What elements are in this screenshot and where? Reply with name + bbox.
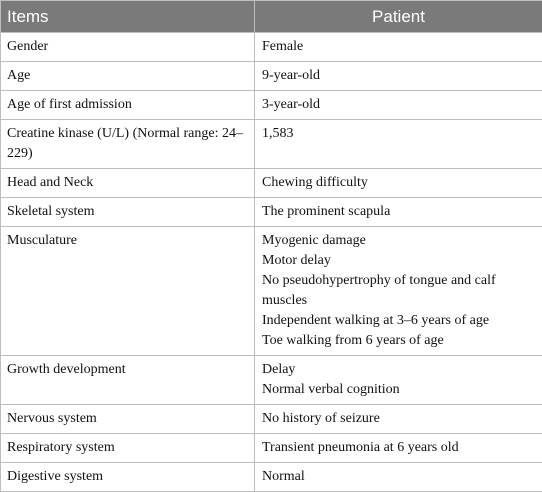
row-patient-value xyxy=(255,434,542,463)
value-line: Motor delay xyxy=(262,251,536,271)
row-item-label: Growth development xyxy=(1,356,255,405)
header-row xyxy=(1,1,542,33)
table-row xyxy=(1,356,542,405)
row-item-label: Respiratory system xyxy=(1,434,255,463)
value-line: 1,583 xyxy=(262,124,536,144)
row-patient-value xyxy=(255,356,542,405)
table-row xyxy=(1,62,542,91)
row-item-label: Digestive system xyxy=(1,463,255,492)
table-row xyxy=(1,463,542,492)
row-patient-value xyxy=(255,33,542,62)
row-item-label: Musculature xyxy=(1,227,255,356)
value-line: Independent walking at 3–6 years of age xyxy=(262,311,536,331)
row-patient-value xyxy=(255,405,542,434)
row-item-label: Age of first admission xyxy=(1,91,255,120)
row-patient-value xyxy=(255,169,542,198)
row-patient-value xyxy=(255,463,542,492)
row-item-label: Skeletal system xyxy=(1,198,255,227)
value-line: The prominent scapula xyxy=(262,202,536,222)
value-line: Myogenic damage xyxy=(262,231,536,251)
row-item-label: Nervous system xyxy=(1,405,255,434)
value-line: 3-year-old xyxy=(262,95,536,115)
value-line: Toe walking from 6 years of age xyxy=(262,331,536,351)
value-line: Transient pneumonia at 6 years old xyxy=(262,438,536,458)
table-row xyxy=(1,120,542,169)
table-row xyxy=(1,91,542,120)
table-row xyxy=(1,405,542,434)
row-patient-value xyxy=(255,91,542,120)
table-row xyxy=(1,33,542,62)
table-row xyxy=(1,198,542,227)
row-patient-value xyxy=(255,227,542,356)
header-patient: Patient xyxy=(255,1,542,33)
value-line: Delay xyxy=(262,360,536,380)
value-line: No history of seizure xyxy=(262,409,536,429)
row-item-label: Head and Neck xyxy=(1,169,255,198)
table-row xyxy=(1,434,542,463)
value-line: Normal verbal cognition xyxy=(262,380,536,400)
value-line: Female xyxy=(262,37,536,57)
row-item-label: Creatine kinase (U/L) (Normal range: 24–229) xyxy=(1,120,255,169)
row-item-label: Age xyxy=(1,62,255,91)
value-line: 9-year-old xyxy=(262,66,536,86)
header-items: Items xyxy=(1,1,255,33)
row-patient-value xyxy=(255,198,542,227)
row-patient-value xyxy=(255,120,542,169)
row-patient-value xyxy=(255,62,542,91)
table-row xyxy=(1,227,542,356)
value-line: Chewing difficulty xyxy=(262,173,536,193)
value-line: Normal xyxy=(262,467,536,487)
row-item-label: Gender xyxy=(1,33,255,62)
value-line: No pseudohypertrophy of tongue and calf muscles xyxy=(262,271,536,311)
table-row xyxy=(1,169,542,198)
